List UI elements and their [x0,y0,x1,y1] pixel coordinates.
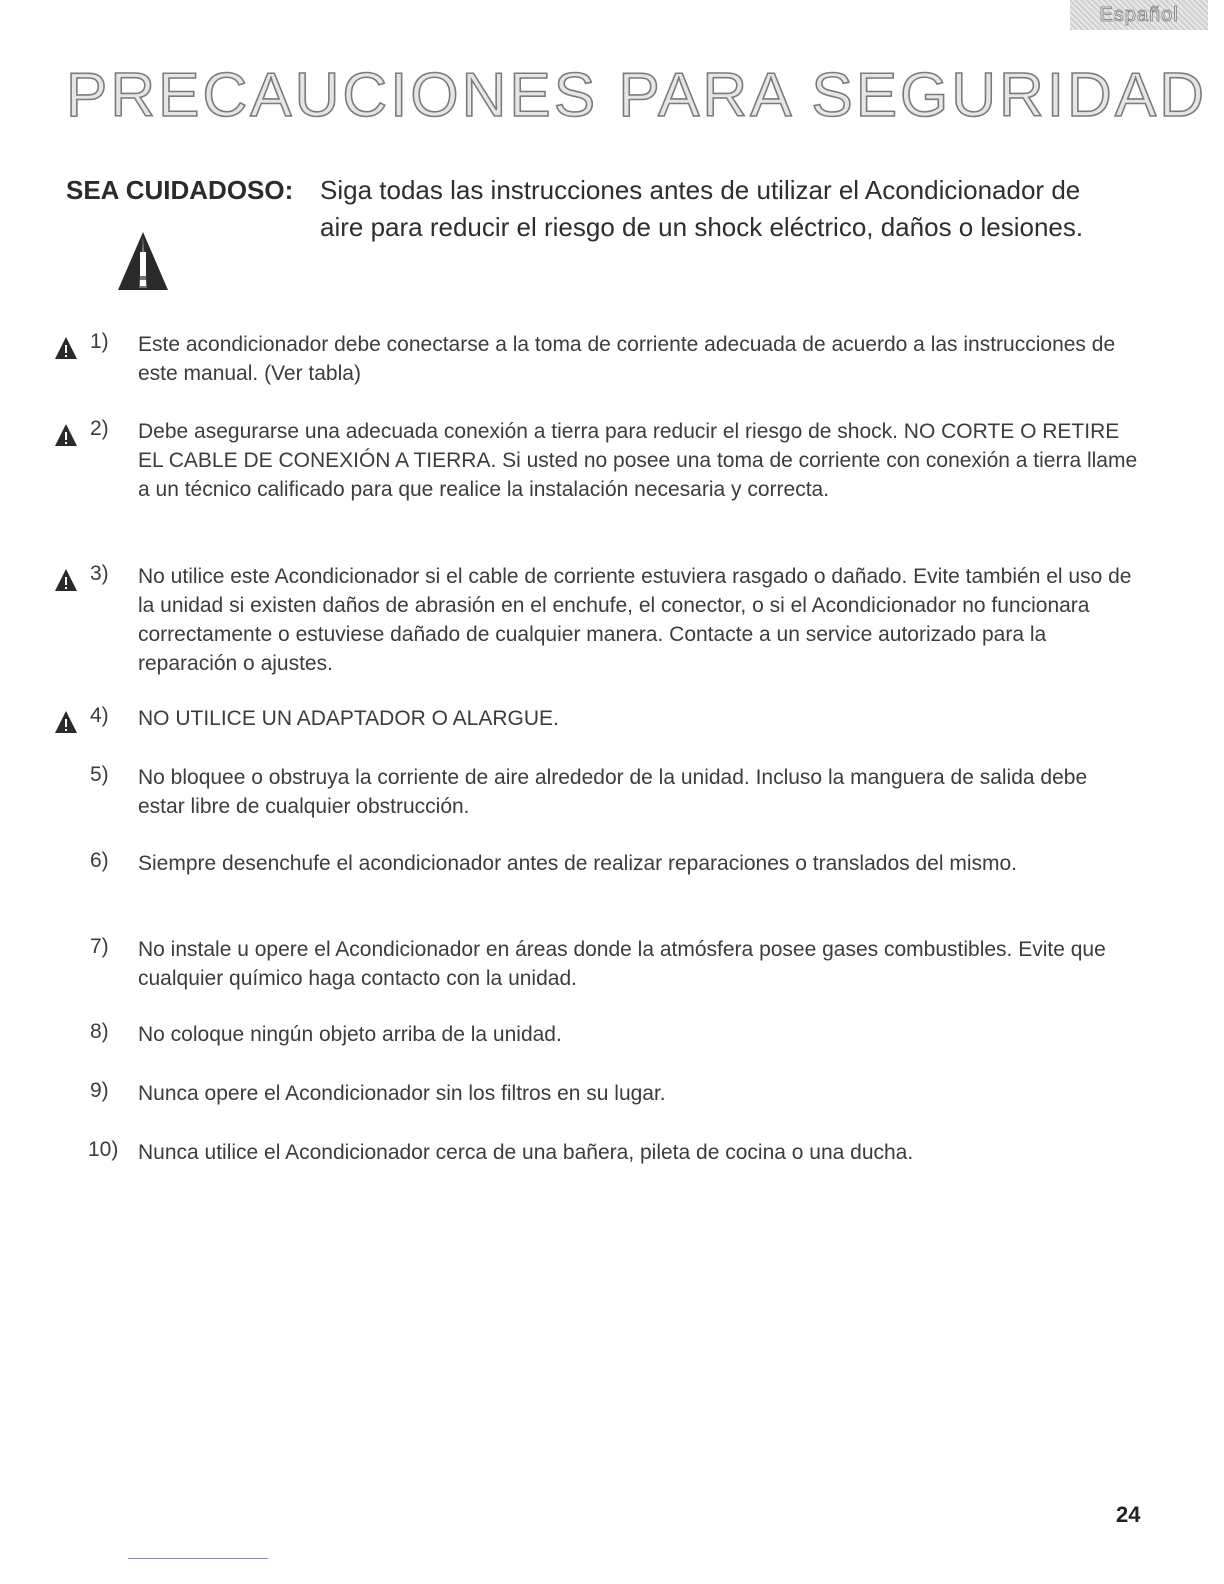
language-tab: Español [1070,0,1208,30]
item-number: 6) [90,849,109,872]
item-text: No instale u opere el Acondicionador en áreas donde la atmósfera posee gases combustibles. Evite que cualquier químico haga contacto con la unidad. [138,938,1106,990]
caution-label: SEA CUIDADOSO: [66,175,294,205]
item-number: 10) [88,1138,119,1161]
item-number: 5) [90,763,109,786]
page-title: PRECAUCIONES PARA SEGURIDAD [66,61,1207,130]
item-text: Nunca opere el Acondicionador sin los filtros en su lugar. [138,1082,666,1105]
warning-triangle-icon [54,336,78,360]
item-text: Siempre desenchufe el acondicionador antes de realizar reparaciones o translados del mismo. [138,852,1017,875]
item-number: 1) [90,330,109,353]
item-number: 3) [90,562,109,585]
item-number: 9) [90,1079,109,1102]
item-text: Este acondicionador debe conectarse a la toma de corriente adecuada de acuerdo a las instrucciones de este manual. (Ver tabla) [138,333,1116,385]
item-text: Nunca utilice el Acondicionador cerca de una bañera, pileta de cocina o una ducha. [138,1141,914,1164]
item-text: NO UTILICE UN ADAPTADOR O ALARGUE. [138,707,559,730]
item-number: 4) [90,704,109,727]
item-number: 7) [90,935,109,958]
footer-rule [128,1558,268,1559]
item-number: 8) [90,1020,109,1043]
warning-triangle-icon [116,230,170,292]
item-number: 2) [90,417,109,440]
item-text: No coloque ningún objeto arriba de la unidad. [138,1023,562,1046]
warning-triangle-icon [54,710,78,734]
page-number: 24 [1116,1502,1141,1527]
warning-triangle-icon [54,423,78,447]
warning-triangle-icon [54,568,78,592]
caution-text: Siga todas las instrucciones antes de utilizar el Acondicionador de aire para reducir el riesgo de un shock eléctrico, daños o lesiones. [320,175,1084,242]
item-text: No bloquee o obstruya la corriente de aire alrededor de la unidad. Incluso la manguera de salida debe estar libre de cualquier obstrucción. [138,766,1088,818]
item-text: No utilice este Acondicionador si el cable de corriente estuviera rasgado o dañado. Evite también el uso de la unidad si existen daños de abrasión en el enchufe, el conector, o si el Acondicionador no funcionara correctamente o estuviese dañado de cualquier manera. Contacte a un service autorizado para la reparación o ajustes. [138,565,1132,675]
item-text: Debe asegurarse una adecuada conexión a tierra para reducir el riesgo de shock. NO CORTE O RETIRE EL CABLE DE CONEXIÓN A TIERRA. Si usted no posee una toma de corriente con conexión a tierra llame a un técnico calificado para que realice la instalación necesaria y correcta. [138,420,1138,501]
